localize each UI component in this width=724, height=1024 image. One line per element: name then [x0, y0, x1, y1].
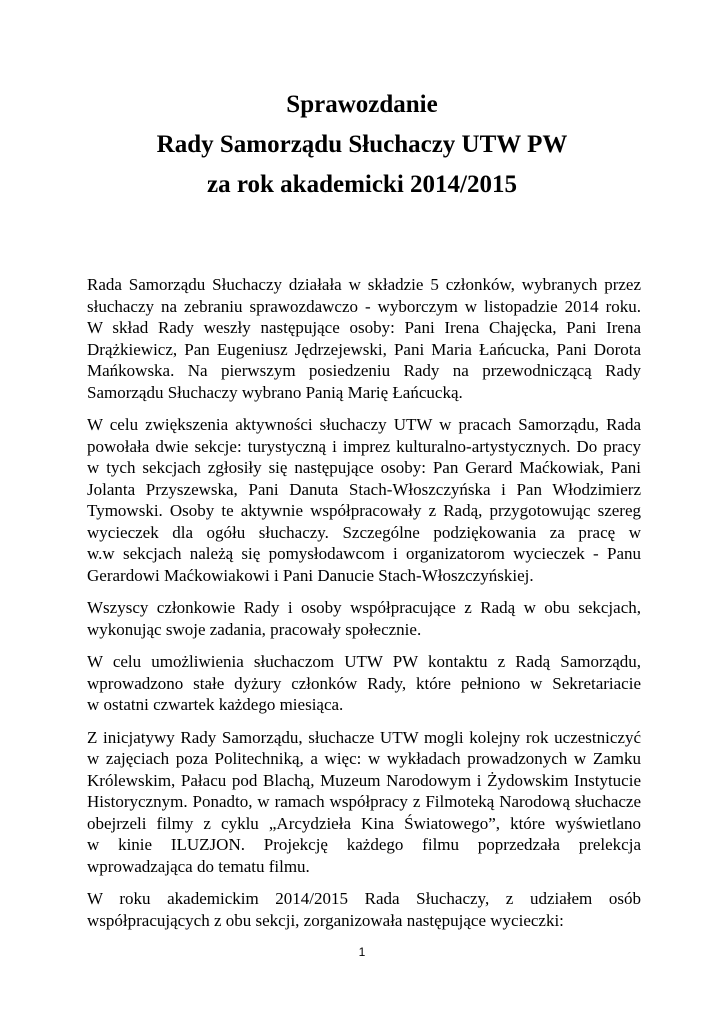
text-line: W roku akademickim 2014/2015 Rada Słuchaczy, z udziałem osób	[87, 889, 641, 908]
text-line: współpracujących z obu sekcji, zorganizowała następujące wycieczki:	[87, 910, 564, 930]
text-line: w zajęciach poza Politechniką, a więc: w wykładach prowadzonych w Zamku	[87, 749, 641, 768]
text-line: Historycznym. Ponadto, w ramach współpracy z Filmoteką Narodową słuchacze	[87, 792, 641, 811]
text-line: Z inicjatywy Rady Samorządu, słuchacze UTW mogli kolejny rok uczestniczyć	[87, 727, 641, 747]
text-line: W celu umożliwienia słuchaczom UTW PW kontaktu z Radą Samorządu,	[87, 652, 641, 671]
document-title	[60, 85, 664, 205]
title-line-year: za rok akademicki 2014/2015	[207, 171, 517, 198]
text-line: w kinie ILUZJON. Projekcję każdego filmu poprzedzała prelekcja	[87, 835, 641, 854]
text-line: Drążkiewicz, Pan Eugeniusz Jędrzejewski, Pani Maria Łańcucka, Pani Dorota	[87, 339, 641, 359]
paragraph-lectures-films	[87, 727, 641, 878]
text-line: wprowadzono stałe dyżury członków Rady, które pełniono w Sekretariacie	[87, 673, 641, 693]
text-line: powołała dwie sekcje: turystyczną i imprez kulturalno-artystycznych. Do pracy	[87, 436, 641, 456]
text-line: Rada Samorządu Słuchaczy działała w składzie 5 członków, wybranych przez	[87, 275, 641, 294]
text-line: słuchaczy na zebraniu sprawozdawczo - wyborczym w listopadzie 2014 roku.	[87, 296, 641, 316]
text-line: Mańkowska. Na pierwszym posiedzeniu Rady na przewodniczącą Rady	[87, 361, 641, 380]
page-number: 1	[358, 945, 366, 959]
text-line: wycieczek dla ogółu słuchaczy. Szczególne podziękowania za pracę w	[87, 522, 641, 542]
paragraph-duty-hours	[87, 651, 641, 716]
text-line: Gerardowi Maćkowiakowi i Pani Danucie Stach-Włoszczyńskiej.	[87, 565, 534, 585]
text-line: Tymowski. Osoby te aktywnie współpracowały z Radą, przygotowując szereg	[87, 501, 641, 520]
paragraph-trips-intro	[87, 888, 641, 931]
text-line: wykonując swoje zadania, pracowały społecznie.	[87, 619, 422, 639]
text-line: W skład Rady weszły następujące osoby: Pani Irena Chajęcka, Pani Irena	[87, 318, 641, 337]
text-line: Jolanta Przyszewska, Pani Danuta Stach-Włoszczyńska i Pan Włodzimierz	[87, 479, 641, 499]
text-line: Samorządu Słuchaczy wybrano Panią Marię Łańcucką.	[87, 382, 463, 402]
text-line: obejrzeli filmy z cyklu „Arcydzieła Kina Światowego”, które wyświetlano	[87, 813, 641, 833]
text-line: Wszyscy członkowie Rady i osoby współpracujące z Radą w obu sekcjach,	[87, 598, 641, 617]
paragraph-council-composition	[87, 274, 641, 403]
paragraph-sections	[87, 414, 641, 586]
title-line-report: Sprawozdanie	[286, 91, 438, 118]
paragraph-volunteer-work	[87, 597, 641, 640]
text-line: w.w sekcjach należą się pomysłodawcom i organizatorom wycieczek - Panu	[87, 544, 641, 563]
title-line-council: Rady Samorządu Słuchaczy UTW PW	[156, 131, 568, 158]
text-line: w tych sekcjach zgłosiły się następujące osoby: Pan Gerard Maćkowiak, Pani	[87, 458, 641, 477]
document-body	[87, 274, 641, 942]
text-line: w ostatni czwartek każdego miesiąca.	[87, 695, 344, 714]
text-line: wprowadzająca do tematu filmu.	[87, 856, 310, 876]
text-line: Królewskim, Pałacu pod Blachą, Muzeum Narodowym i Żydowskim Instytucie	[87, 770, 641, 790]
text-line: W celu zwiększenia aktywności słuchaczy UTW w pracach Samorządu, Rada	[87, 415, 641, 434]
